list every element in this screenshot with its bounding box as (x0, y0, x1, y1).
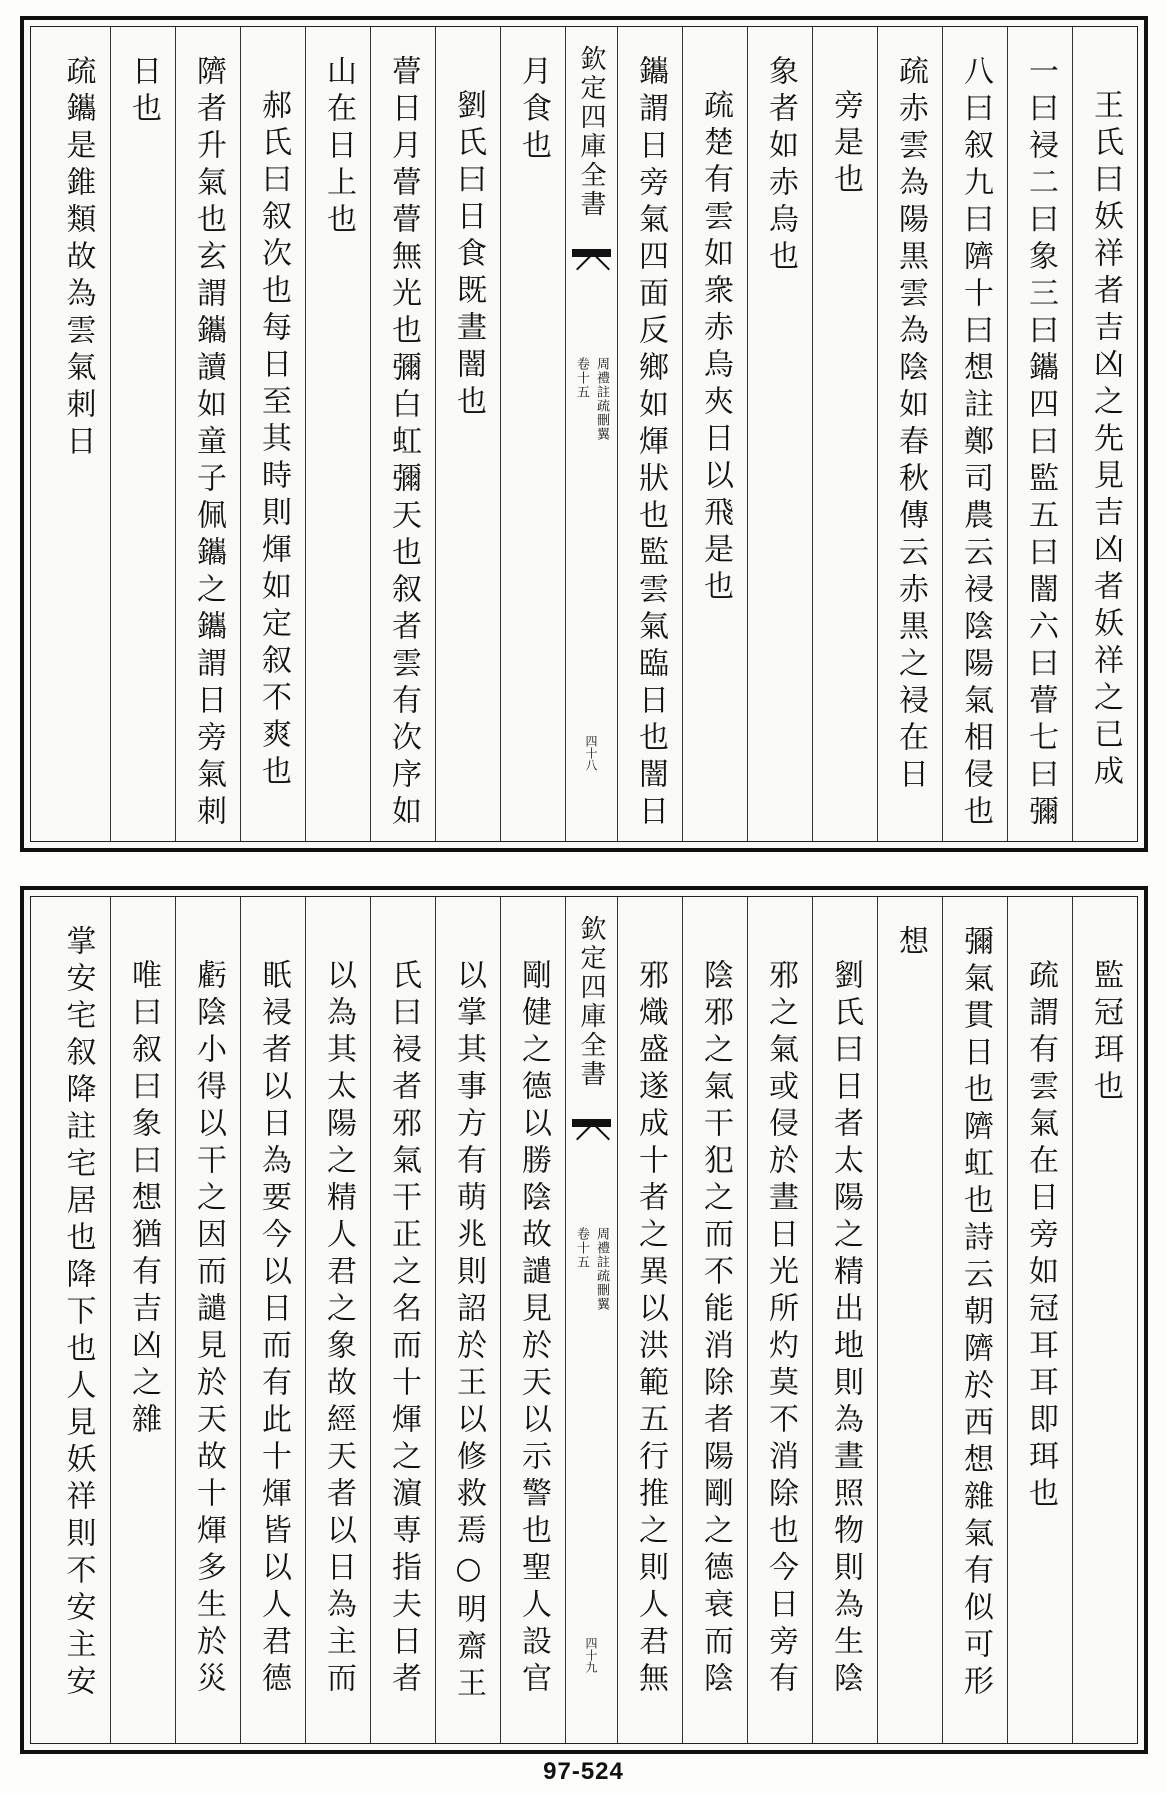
top-page (20, 16, 1148, 852)
text-column: 疏楚有雲如衆赤烏夾日以飛是也 (682, 27, 747, 841)
text-column: 剛健之德以勝陰故譴見於天以示警也聖人設官 (500, 897, 565, 1743)
bottom-page-frame (30, 896, 1138, 1744)
text-column: 郝氏曰叙次也每日至其時則煇如定叙不爽也 (240, 27, 305, 841)
spine-page-number: 四十九 (584, 1637, 598, 1673)
text-column: 以為其太陽之精人君之象故經天者以日為主而 (305, 897, 370, 1743)
text-column: 山在日上也 (305, 27, 370, 841)
spine-volume: 卷十五 (574, 1227, 589, 1269)
text-column: 疏鑴是錐類故為雲氣刺日 (60, 55, 96, 462)
text-column: 瞢日月瞢瞢無光也彌白虹彌天也叙者雲有次序如 (370, 27, 435, 841)
text-column: 虧陰小得以干之因而譴見於天故十煇多生於災 (175, 897, 240, 1743)
text-column: 日也 (110, 27, 175, 841)
text-column: 八曰叙九曰隮十曰想註鄭司農云祲陰陽氣相侵也 (942, 27, 1007, 841)
text-column: 象者如赤烏也 (747, 27, 812, 841)
spine-book-title: 周禮註疏刪翼 (594, 1227, 609, 1311)
text-column: 氏曰祲者邪氣干正之名而十煇之濵専指夫日者 (370, 897, 435, 1743)
text-column: 劉氏曰日者太陽之精出地則為晝照物則為生陰 (812, 897, 877, 1743)
text-column: 劉氏曰日食既晝闇也 (435, 27, 500, 841)
text-column: 唯曰叙曰象曰想猶有吉凶之雜 (110, 897, 175, 1743)
text-column: 王氏曰妖祥者吉凶之先見吉凶者妖祥之已成 (1072, 27, 1137, 841)
text-column: 以掌其事方有萌兆則詔於王以修救焉○明齋王 (435, 897, 500, 1743)
text-column: 疏赤雲為陽黒雲為陰如春秋傳云赤黒之祲在日 (877, 27, 942, 841)
text-column: 月食也 (500, 27, 565, 841)
text-column: 旁是也 (812, 27, 877, 841)
text-column: 一曰祲二曰象三曰鑴四曰監五曰闇六曰瞢七曰彌 (1007, 27, 1072, 841)
text-column: 隮者升氣也玄謂鑴讀如童子佩鑴之鑴謂日旁氣刺 (175, 27, 240, 841)
text-column: 邪熾盛遂成十者之異以洪範五行推之則人君無 (617, 897, 682, 1743)
text-column: 鑴謂日旁氣四面反鄉如煇狀也監雲氣臨日也闇日 (617, 27, 682, 841)
fish-tail-mark-icon (572, 1119, 611, 1173)
page-footer-number: 97-524 (543, 1758, 624, 1785)
text-column: 監冠珥也 (1072, 897, 1137, 1743)
text-column: 眂祲者以日為要今以日而有此十煇皆以人君德 (240, 897, 305, 1743)
spine-center-column (565, 27, 617, 841)
text-column: 疏謂有雲氣在日旁如冠耳耳即珥也 (1007, 897, 1072, 1743)
top-page-frame (30, 26, 1138, 842)
bottom-page (20, 886, 1148, 1754)
text-column: 邪之氣或侵於晝日光所灼莫不消除也今日旁有 (747, 897, 812, 1743)
text-column: 陰邪之氣干犯之而不能消除者陽剛之德衰而陰 (682, 897, 747, 1743)
spine-title: 欽定四庫全書 (576, 45, 606, 219)
spine-title: 欽定四庫全書 (576, 915, 606, 1089)
text-column: 想 (877, 897, 942, 1743)
spine-volume: 卷十五 (574, 357, 589, 399)
text-column: 彌氣貫日也隮虹也詩云朝隮於西想雜氣有似可形 (942, 897, 1007, 1743)
fish-tail-mark-icon (572, 249, 611, 303)
text-column: 掌安宅叙降註宅居也降下也人見妖祥則不安主安 (60, 925, 96, 1702)
spine-book-title: 周禮註疏刪翼 (594, 357, 609, 441)
spine-page-number: 四十八 (584, 735, 598, 771)
spine-center-column (565, 897, 617, 1743)
